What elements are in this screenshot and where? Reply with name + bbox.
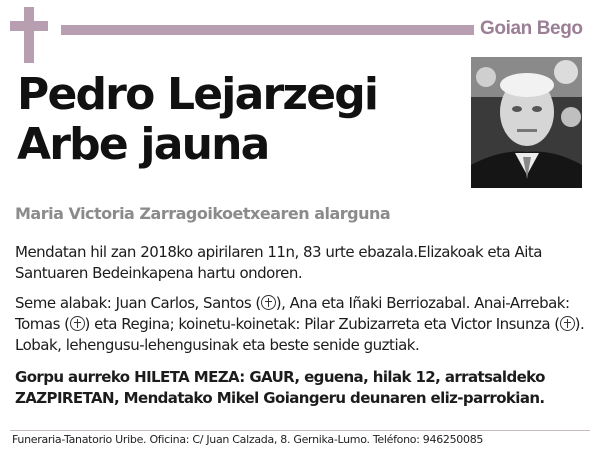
family-text-2: ), Ana eta Iñaki Berriozabal. Anai-Arrebak: Tomas ( bbox=[15, 294, 570, 333]
funeral-home-footer: Funeraria-Tanatorio Uribe. Oficina: C/ Juan Calzada, 8. Gernika-Lumo. Teléfono: 946250085 bbox=[12, 433, 484, 446]
family-paragraph bbox=[15, 293, 589, 356]
family-text-4: ). Lobak, lehengusu-lehengusinak eta beste senide guztiak. bbox=[15, 315, 585, 354]
family-text-3: ) eta Regina; koinetu-koinetak: Pilar Zubizarreta eta Victor Insunza ( bbox=[84, 315, 560, 333]
portrait-photo bbox=[471, 57, 582, 188]
deceased-name bbox=[17, 70, 457, 170]
deceased-cross-icon bbox=[261, 295, 276, 310]
footer-rule bbox=[10, 430, 590, 431]
header-rule bbox=[61, 25, 474, 35]
death-notice-paragraph: Mendatan hil zan 2018ko apirilaren 11n, 83 urte ebazala.Elizakoak eta Aita Santuaren Bedeinkapena hartu ondoren. bbox=[15, 243, 542, 282]
deceased-cross-icon bbox=[70, 316, 85, 331]
family-text-1: Seme alabak: Juan Carlos, Santos ( bbox=[15, 294, 261, 312]
cross-icon bbox=[10, 7, 48, 63]
name-line-2: Arbe jauna bbox=[17, 119, 269, 170]
widow-subtitle: Maria Victoria Zarragoikoetxearen alarguna bbox=[15, 204, 391, 223]
brand-title: Goian Bego bbox=[480, 18, 583, 39]
deceased-cross-icon bbox=[560, 316, 575, 331]
name-line-1: Pedro Lejarzegi bbox=[17, 69, 378, 120]
funeral-mass-paragraph: Gorpu aurreko HILETA MEZA: GAUR, eguena, hilak 12, arratsaldeko ZAZPIRETAN, Mendatako Mikel Goiangeru deunaren eliz-parrokian. bbox=[15, 368, 545, 407]
